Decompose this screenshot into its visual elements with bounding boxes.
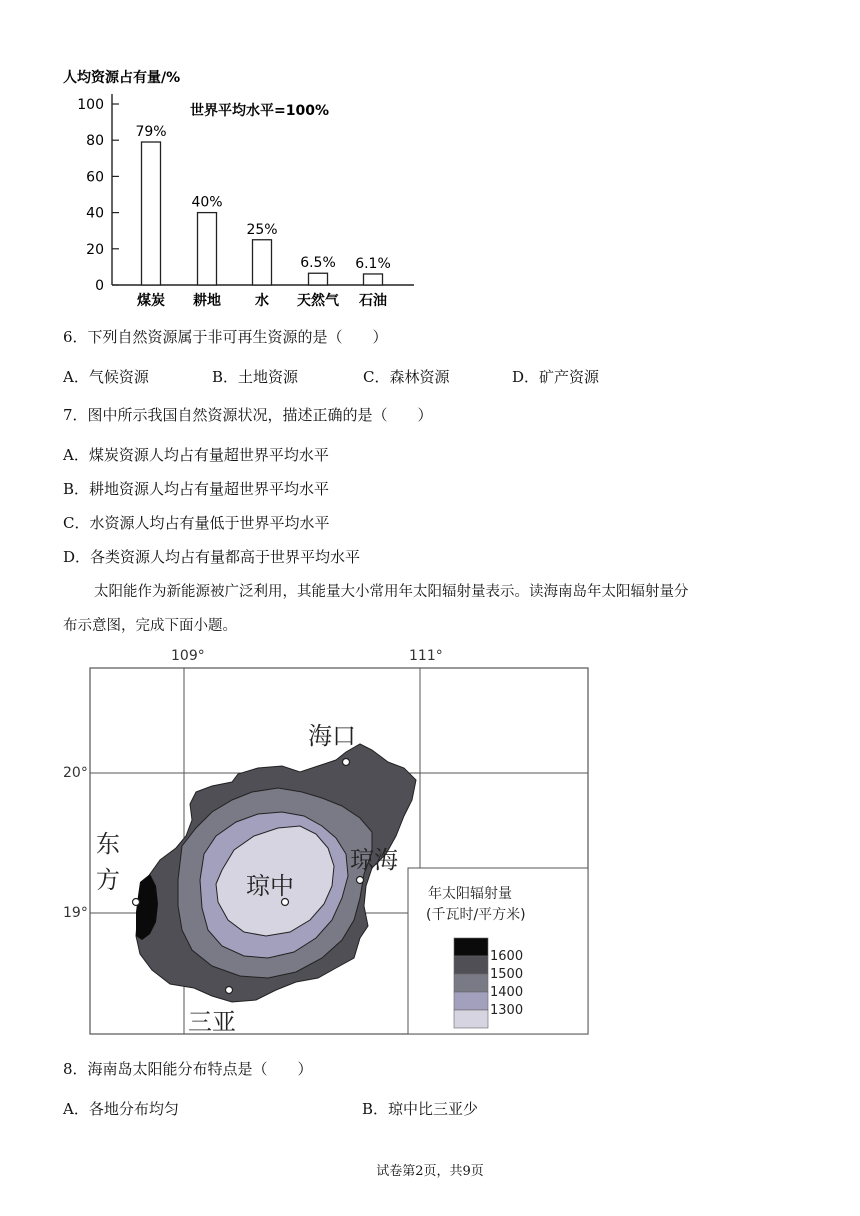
legend-swatch: [454, 956, 488, 974]
chart-data-label: 25%: [246, 221, 278, 238]
chart-x-tick-label: 石油: [359, 293, 387, 309]
legend-level-label: 1500: [490, 967, 524, 982]
qionghai-dot: [357, 877, 364, 884]
qiongzhong-label: 琼中: [246, 872, 294, 900]
lat-20-label: 20°: [63, 765, 88, 781]
q7-option-b: B．耕地资源人均占有量超世界平均水平: [63, 480, 330, 498]
legend-title: 年太阳辐射量: [428, 886, 512, 902]
dongfang-dot: [133, 899, 140, 906]
haikou-label: 海口: [308, 722, 356, 750]
q8-option-b: B．琼中比三亚少: [362, 1100, 479, 1118]
dongfang-label-char-2: 方: [96, 866, 120, 894]
question-8-stem: 8．海南岛太阳能分布特点是（ ）: [63, 1060, 313, 1078]
dongfang-label-char-1: 东: [96, 830, 120, 858]
chart-bar: [309, 273, 328, 285]
chart-x-tick-label: 天然气: [297, 293, 339, 309]
legend-swatch: [454, 938, 488, 956]
hainan-solar-map: [0, 640, 860, 1040]
chart-data-label: 6.5%: [300, 255, 336, 272]
chart-y-tick-label: 60: [86, 169, 104, 186]
chart-y-tick-label: 20: [86, 241, 104, 258]
legend-level-label: 1300: [490, 1003, 524, 1018]
chart-y-axis-label: 人均资源占有量/%: [63, 70, 181, 86]
chart-data-label: 79%: [135, 124, 167, 141]
chart-bar: [198, 213, 217, 285]
sanya-label: 三亚: [188, 1008, 236, 1036]
passage-line-1: 太阳能作为新能源被广泛利用，其能量大小常用年太阳辐射量表示。读海南岛年太阳辐射量分: [94, 584, 689, 600]
passage-line-2: 布示意图，完成下面小题。: [63, 618, 237, 634]
chart-bar: [253, 240, 272, 285]
chart-x-tick-label: 耕地: [193, 293, 221, 309]
qionghai-label: 琼海: [350, 846, 398, 874]
chart-data-label: 40%: [191, 194, 223, 211]
question-7-stem: 7．图中所示我国自然资源状况，描述正确的是（ ）: [63, 406, 433, 424]
legend-unit: (千瓦时/平方米): [426, 907, 526, 923]
q6-option-d: D．矿产资源: [512, 368, 600, 386]
chart-y-tick-label: 80: [86, 133, 104, 150]
q8-option-a: A．各地分布均匀: [63, 1100, 179, 1118]
chart-bar: [142, 142, 161, 285]
q6-option-b: B．土地资源: [212, 368, 299, 386]
chart-bar: [364, 274, 383, 285]
q7-option-c: C．水资源人均占有量低于世界平均水平: [63, 514, 330, 532]
lon-111-label: 111°: [409, 648, 443, 664]
chart-data-label: 6.1%: [355, 255, 391, 272]
haikou-dot: [343, 759, 350, 766]
map-legend: [408, 868, 588, 1034]
q7-option-d: D．各类资源人均占有量都高于世界平均水平: [63, 548, 361, 566]
legend-level-label: 1600: [490, 949, 524, 964]
chart-x-tick-label: 煤炭: [137, 293, 165, 309]
q6-option-a: A．气候资源: [63, 368, 149, 386]
legend-swatch: [454, 992, 488, 1010]
lat-19-label: 19°: [63, 905, 88, 921]
resource-bar-chart: [0, 0, 860, 320]
legend-swatch: [454, 1010, 488, 1028]
legend-swatch: [454, 974, 488, 992]
sanya-dot: [226, 987, 233, 994]
chart-y-tick-label: 100: [77, 97, 104, 113]
page-footer: 试卷第2页，共9页: [376, 1164, 484, 1179]
q6-option-c: C．森林资源: [363, 368, 450, 386]
q7-option-a: A．煤炭资源人均占有量超世界平均水平: [63, 446, 329, 464]
question-6-stem: 6．下列自然资源属于非可再生资源的是（ ）: [63, 328, 388, 346]
legend-level-label: 1400: [490, 985, 524, 1000]
chart-annotation: 世界平均水平=100%: [190, 103, 329, 119]
chart-y-tick-label: 0: [95, 278, 104, 294]
lon-109-label: 109°: [171, 648, 205, 664]
chart-x-tick-label: 水: [255, 293, 269, 309]
chart-bars: [135, 124, 390, 309]
chart-y-tick-label: 40: [86, 205, 104, 222]
